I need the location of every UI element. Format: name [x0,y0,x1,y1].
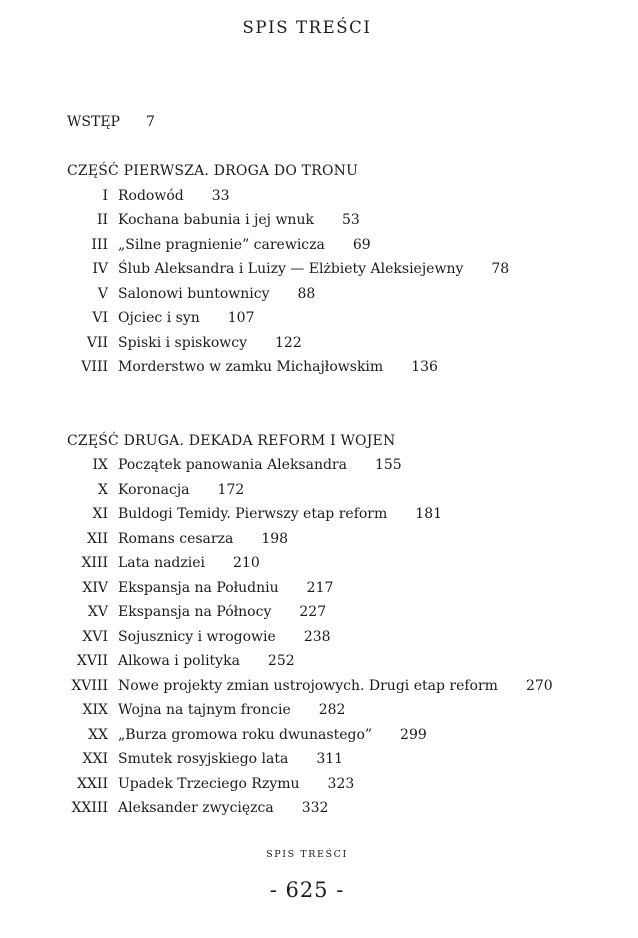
chapter-number: XX [88,726,108,743]
chapter-title: Ślub Aleksandra i Luizy — Elżbiety Aleksiejewny [118,261,464,277]
chapter-page: 107 [227,310,255,326]
chapter-number: XVIII [71,677,108,694]
chapter-page: 53 [341,212,360,228]
chapter-number: XI [92,506,108,522]
chapter-page: 252 [267,653,295,669]
chapter-title: Sojusznicy i wrogowie [118,628,276,645]
chapter-page: 69 [352,236,371,253]
chapter-number: VIII [81,359,108,375]
toc-entry [0,772,638,797]
chapter-title: Lata nadziei [118,555,206,571]
chapter-page: 155 [374,457,402,473]
chapter-number: XIV [82,579,108,596]
chapter-title: Upadek Trzeciego Rzymu [118,775,300,792]
chapter-title: Ekspansja na Północy [118,604,272,620]
toc-entry [0,551,638,576]
chapter-number: III [91,236,108,253]
chapter-number: XVII [76,653,108,669]
chapter-number: V [97,285,108,302]
toc-entry [0,257,638,282]
chapter-page: 323 [327,775,355,792]
chapter-number: XXII [77,775,108,792]
chapter-page: 172 [217,481,245,498]
chapter-title: Początek panowania Aleksandra [118,457,347,473]
toc-intro-entry [0,110,638,135]
chapter-title: Alkowa i polityka [118,653,240,669]
chapter-page: 270 [525,677,553,694]
chapter-number: XVI [82,628,108,645]
toc-entry [0,649,638,674]
chapter-number: VII [86,334,108,351]
chapter-page: 238 [303,628,331,645]
chapter-number: I [102,187,108,204]
chapter-title: Koronacja [118,481,190,498]
chapter-page: 136 [411,359,438,375]
chapter-page: 217 [306,579,334,596]
chapter-title: Kochana babunia i jej wnuk [118,212,314,228]
chapter-page: 78 [491,261,510,277]
chapter-number: XXI [82,751,108,767]
footer-running-title: SPIS TREŚCI [266,849,348,860]
intro-page: 7 [145,114,155,130]
chapter-page: 122 [275,334,302,351]
toc-entry [0,600,638,625]
toc-entry [0,282,638,307]
chapter-title: Smutek rosyjskiego lata [118,751,289,767]
chapter-number: IV [92,261,108,277]
chapter-page: 282 [318,702,346,718]
chapter-number: VI [92,310,108,326]
part-two-heading: CZĘŚĆ DRUGA. DEKADA REFORM I WOJEN [67,432,396,449]
toc-entry [0,233,638,258]
chapter-page: 88 [297,285,316,302]
chapter-title: Aleksander zwycięzca [118,800,274,816]
chapter-title: Romans cesarza [118,530,234,547]
chapter-page: 210 [233,555,260,571]
chapter-title: Wojna na tajnym froncie [118,702,291,718]
chapter-number: XV [87,604,108,620]
toc-entry [0,355,638,380]
chapter-title: Spiski i spiskowcy [118,334,248,351]
toc-entry [0,723,638,748]
chapter-title: „Burza gromowa roku dwunastego” [118,726,373,743]
toc-entry [0,674,638,699]
toc-entry [0,698,638,723]
chapter-page: 181 [415,506,443,522]
chapter-page: 299 [400,726,427,743]
toc-entry [0,331,638,356]
chapter-title: Ekspansja na Południu [118,579,279,596]
toc-entry [0,453,638,478]
chapter-number: XII [86,530,108,547]
toc-entry [0,208,638,233]
toc-entry [0,527,638,552]
chapter-number: X [98,481,108,498]
toc-entry [0,184,638,209]
chapter-title: Buldogi Temidy. Pierwszy etap reform [118,506,388,522]
toc-entry [0,796,638,821]
chapter-page: 33 [211,187,230,204]
chapter-title: Rodowód [118,187,184,204]
part-one-heading: CZĘŚĆ PIERWSZA. DROGA DO TRONU [67,163,359,179]
toc-entry [0,502,638,527]
chapter-number: II [96,212,108,228]
chapter-title: Nowe projekty zmian ustrojowych. Drugi etap reform [118,677,498,694]
chapter-number: XIII [81,555,108,571]
page-title: SPIS TREŚCI [242,18,372,37]
chapter-number: IX [92,457,108,473]
chapter-page: 311 [316,751,344,767]
intro-label: WSTĘP [67,114,120,130]
chapter-title: Ojciec i syn [118,310,200,326]
chapter-page: 227 [299,604,327,620]
toc-entry [0,625,638,650]
chapter-number: XIX [82,702,108,718]
footer-page-number: - 625 - [269,878,345,902]
chapter-page: 332 [301,800,329,816]
chapter-title: Salonowi buntownicy [118,285,270,302]
chapter-page: 198 [261,530,289,547]
chapter-title: Morderstwo w zamku Michajłowskim [118,359,384,375]
chapter-number: XXIII [71,800,108,816]
toc-entry [0,747,638,772]
toc-entry [0,478,638,503]
toc-entry [0,306,638,331]
table-of-contents [0,110,638,821]
toc-entry [0,576,638,601]
chapter-title: „Silne pragnienie” carewicza [118,236,325,253]
